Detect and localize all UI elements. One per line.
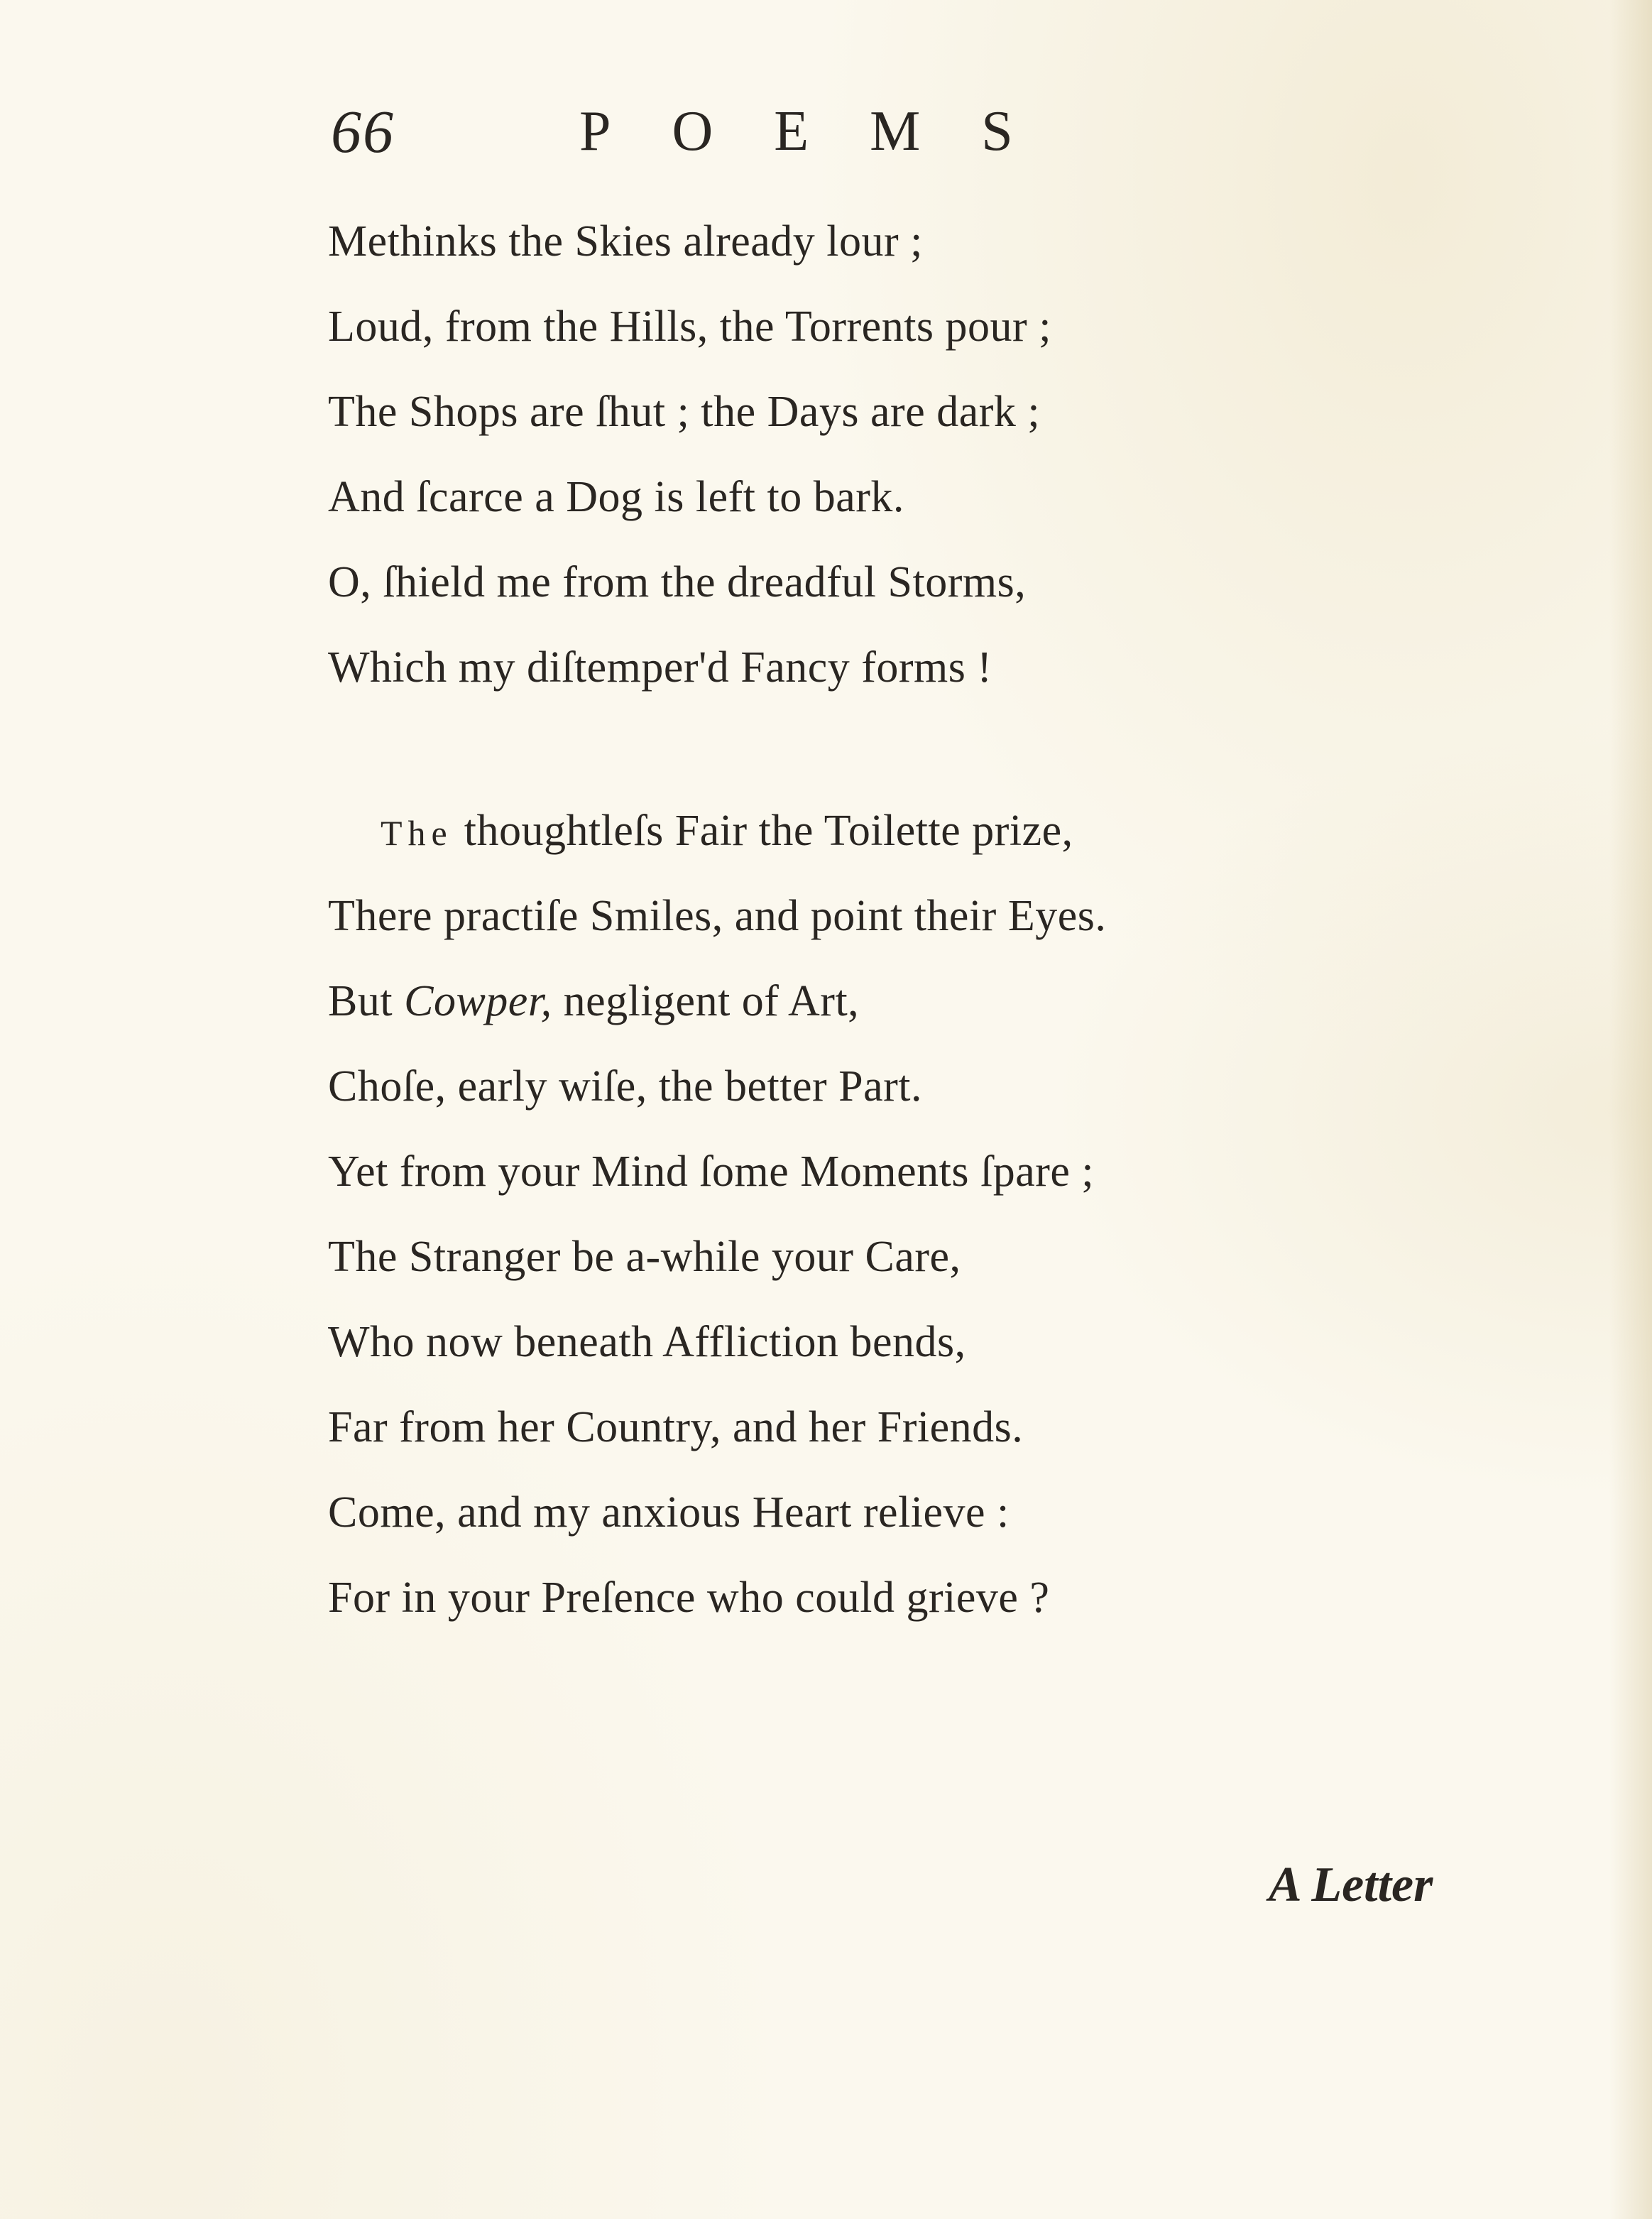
running-head	[331, 92, 1225, 170]
poem-line: Far from her Country, and her Friends.	[328, 1403, 1024, 1451]
poem-line: For in your Preſence who could grieve ?	[328, 1574, 1050, 1622]
proper-name: Cowper,	[404, 977, 552, 1025]
page-edge-shadow	[1609, 0, 1652, 2219]
catchword: A Letter	[1269, 1858, 1433, 1912]
poem-line-text: thoughtleſs Fair the Toilette prize,	[452, 807, 1073, 855]
poem-line	[328, 973, 859, 1030]
poem-line: The Stranger be a-while your Care,	[328, 1233, 961, 1281]
running-title: POEMS	[579, 100, 1074, 163]
page-number: 66	[331, 97, 395, 165]
poem-line-text: But	[328, 977, 405, 1025]
poem-line: Methinks the Skies already lour ;	[328, 217, 923, 266]
poem-line: Choſe, early wiſe, the better Part.	[328, 1062, 923, 1111]
poem-line: Who now beneath Affliction bends,	[328, 1318, 966, 1366]
poem-line: The Shops are ſhut ; the Days are dark ;	[328, 388, 1041, 436]
poem-line: Yet from your Mind ſome Moments ſpare ;	[328, 1147, 1095, 1196]
poem-line: Come, and my anxious Heart relieve :	[328, 1488, 1010, 1537]
poem-line: There practiſe Smiles, and point their Eyes.	[328, 892, 1107, 940]
poem-line: Loud, from the Hills, the Torrents pour ;	[328, 302, 1051, 351]
poem-line-text: negligent of Art,	[552, 977, 860, 1025]
stanza-initial-word: The	[381, 813, 453, 853]
poem-line: Which my diſtemper'd Fancy forms !	[328, 643, 992, 692]
poem-line	[381, 802, 1073, 861]
poem-line: O, ſhield me from the dreadful Storms,	[328, 558, 1027, 606]
poem-line: And ſcarce a Dog is left to bark.	[328, 473, 904, 521]
